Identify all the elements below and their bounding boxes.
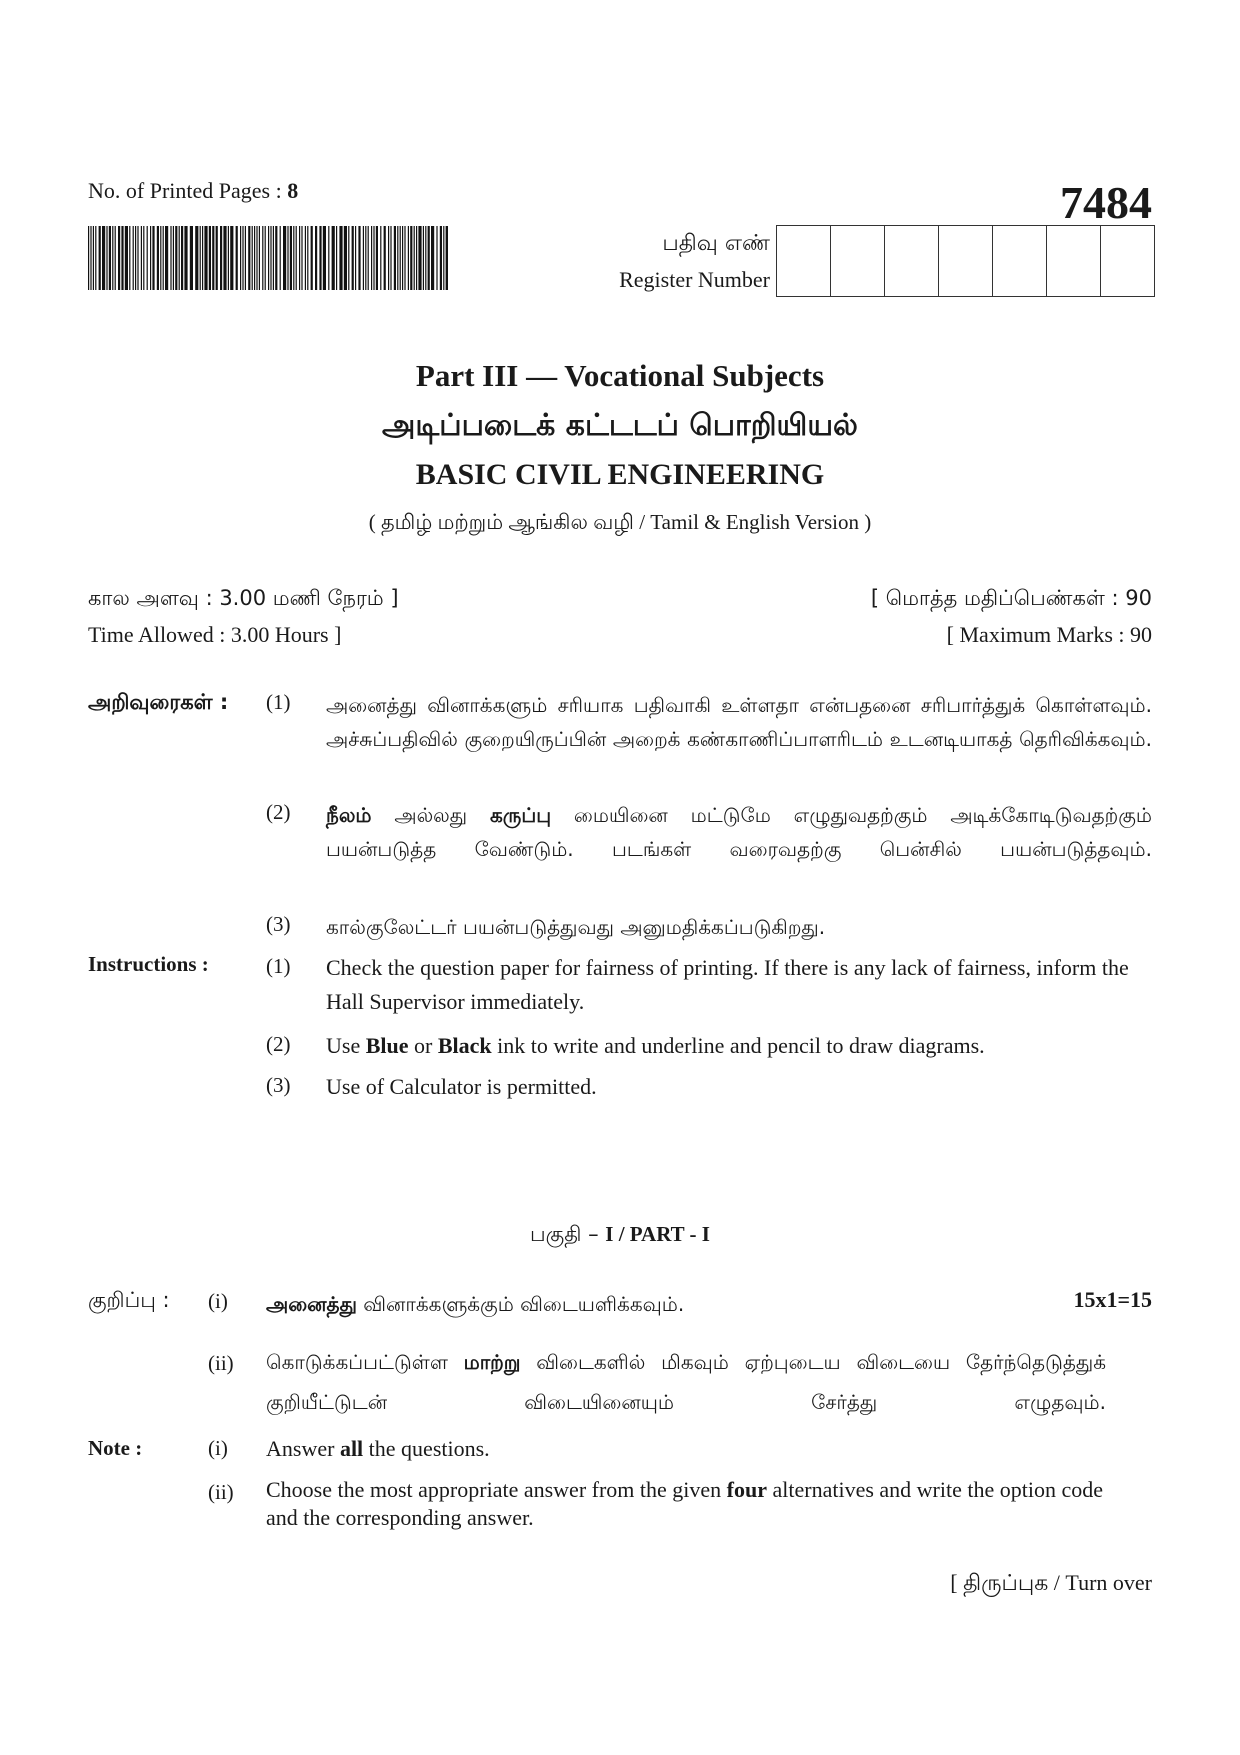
time-allowed-tamil: கால அளவு : 3.00 மணி நேரம் ] <box>88 586 399 610</box>
instruction-tamil-2: நீலம் அல்லது கருப்பு மையினை மட்டுமே எழுதுவதற்கும் அடிக்கோடிடுவதற்கும் பயன்படுத்த வேண்டும். படங்கள் வரைவதற்கு பென்சில் பயன்படுத்தவும். <box>326 803 1152 861</box>
note-number: (ii) <box>208 1480 234 1504</box>
note-english-2: Choose the most appropriate answer from the given four alternatives and write the option code and the corresponding answer. <box>266 1477 1103 1530</box>
note-label-tamil: குறிப்பு : <box>88 1288 170 1312</box>
marks-scheme: 15x1=15 <box>1073 1287 1152 1312</box>
instruction-number: (3) <box>266 912 291 936</box>
note-label-english: Note : <box>88 1436 143 1460</box>
version-line: ( தமிழ் மற்றும் ஆங்கில வழி / Tamil & English Version ) <box>368 510 872 534</box>
register-digit-box <box>777 226 831 296</box>
subject-title-english: BASIC CIVIL ENGINEERING <box>415 458 825 491</box>
instruction-number: (2) <box>266 800 291 824</box>
instruction-tamil-1: அனைத்து வினாக்களும் சரியாக பதிவாகி உள்ளதா என்பதனை சரிபார்த்துக் கொள்ளவும். அச்சுப்பதிவில் குறையிருப்பின் அறைக் கண்காணிப்பாளரிடம் உடனடியாகத் தெரிவிக்கவும். <box>326 693 1152 751</box>
register-number-label <box>560 226 770 298</box>
instruction-english-1: Check the question paper for fairness of printing. If there is any lack of fairness, inform the Hall Supervisor immediately. <box>326 955 1129 1014</box>
register-label-english: Register Number <box>619 267 770 292</box>
register-digit-box <box>993 226 1047 296</box>
instruction-number: (3) <box>266 1073 291 1097</box>
instructions-label-english: Instructions : <box>88 952 209 976</box>
turn-over-note: [ திருப்புக / Turn over <box>950 1570 1152 1595</box>
register-number-boxes <box>776 225 1155 297</box>
note-english-1: Answer all the questions. <box>266 1436 490 1461</box>
register-digit-box <box>831 226 885 296</box>
note-number: (ii) <box>208 1351 234 1375</box>
register-digit-box <box>885 226 939 296</box>
note-number: (i) <box>208 1436 228 1460</box>
instruction-english-2: Use Blue or Black ink to write and underline and pencil to draw diagrams. <box>326 1033 985 1058</box>
note-number: (i) <box>208 1289 228 1313</box>
paper-code: 7484 <box>1060 177 1152 228</box>
time-allowed-english: Time Allowed : 3.00 Hours ] <box>88 622 342 647</box>
instruction-number: (1) <box>266 690 291 714</box>
instruction-number: (2) <box>266 1032 291 1056</box>
instructions-label-tamil: அறிவுரைகள் : <box>88 690 229 714</box>
register-digit-box <box>939 226 993 296</box>
barcode <box>88 226 448 290</box>
register-label-tamil: பதிவு எண் <box>662 231 770 256</box>
register-digit-box <box>1101 226 1154 296</box>
instruction-number: (1) <box>266 954 291 978</box>
part-title: Part III — Vocational Subjects <box>415 358 825 393</box>
note-tamil-1: அனைத்து வினாக்களுக்கும் விடையளிக்கவும். <box>266 1292 685 1316</box>
register-digit-box <box>1047 226 1101 296</box>
max-marks-english: [ Maximum Marks : 90 <box>946 622 1152 647</box>
max-marks-tamil: [ மொத்த மதிப்பெண்கள் : 90 <box>870 586 1152 610</box>
note-tamil-2: கொடுக்கப்பட்டுள்ள மாற்று விடைகளில் மிகவும் ஏற்புடைய விடையை தேர்ந்தெடுத்துக் குறியீட்டுடன் விடையினையும் சேர்த்து எழுதவும். <box>266 1350 1106 1414</box>
part-one-heading: பகுதி – I / PART - I <box>530 1222 710 1246</box>
printed-pages-count: No. of Printed Pages : 8 <box>88 178 299 203</box>
instruction-english-3: Use of Calculator is permitted. <box>326 1074 597 1099</box>
instruction-tamil-3: கால்குலேட்டர் பயன்படுத்துவது அனுமதிக்கப்படுகிறது. <box>326 915 826 939</box>
subject-title-tamil: அடிப்படைக் கட்டடப் பொறியியல் <box>382 408 858 443</box>
